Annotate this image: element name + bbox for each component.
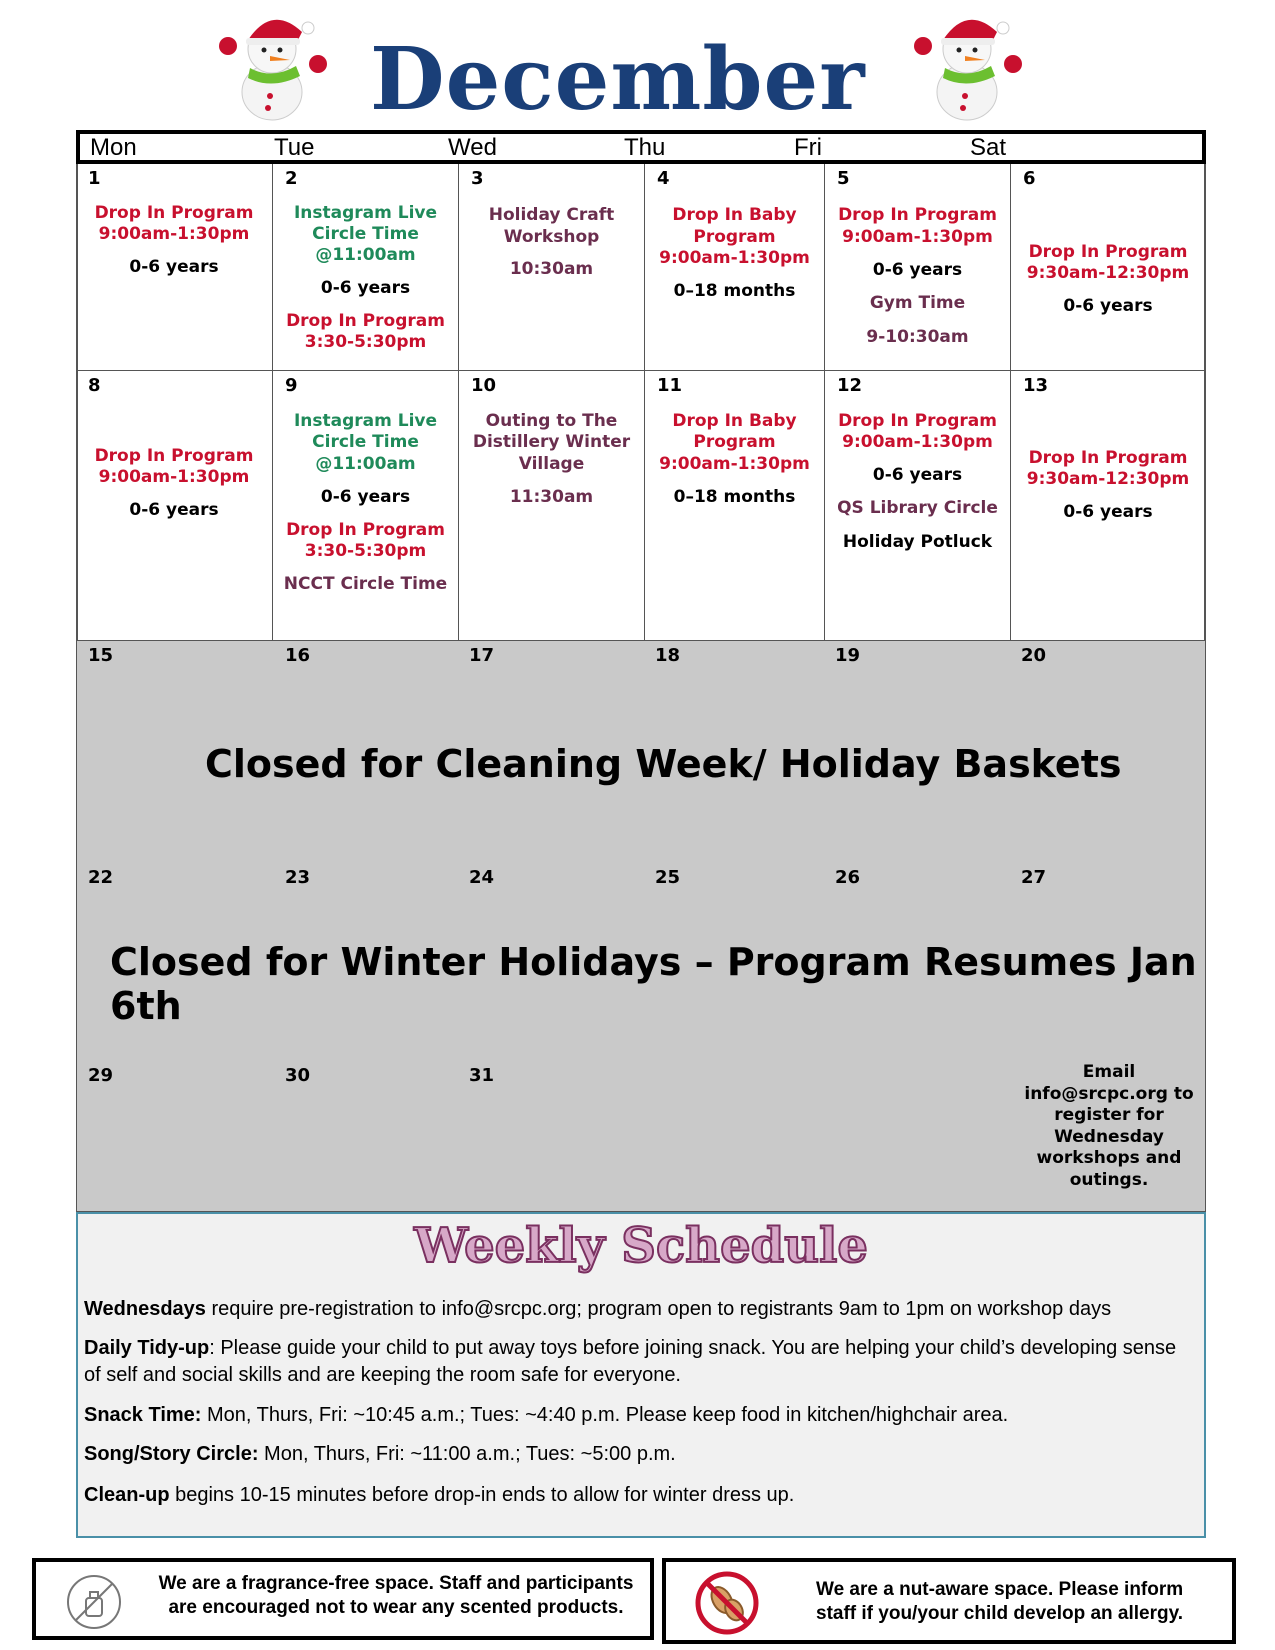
day-thu: Thu xyxy=(624,134,666,161)
date-17: 17 xyxy=(469,645,495,666)
date-20: 20 xyxy=(1021,645,1047,666)
date-27: 27 xyxy=(1021,867,1047,888)
nut-aware-notice: We are a nut-aware space. Please inform staff if you/your child develop an allergy. xyxy=(662,1558,1236,1644)
date-26: 26 xyxy=(835,867,861,888)
date-23: 23 xyxy=(285,867,311,888)
weekly-p2: Daily Tidy-up: Please guide your child to put away toys before joining snack. You are helping your child’s developing sense of self and social skills and are keeping the room safe for everyone. xyxy=(84,1337,1177,1386)
day-fri: Fri xyxy=(794,134,822,161)
cell-dec-1: 1 Drop In Program 9:00am-1:30pm 0-6 years xyxy=(76,164,273,371)
cell-dec-6: 6 Drop In Program 9:30am-12:30pm 0-6 years xyxy=(1011,164,1206,371)
date-30: 30 xyxy=(285,1065,311,1086)
weekly-p5: Clean-up begins 10-15 minutes before drop-in ends to allow for winter dress up. xyxy=(84,1484,795,1506)
no-nuts-icon xyxy=(694,1570,760,1636)
weekly-schedule-title: Weekly Schedule xyxy=(414,1218,868,1274)
cell-dec-11: 11 Drop In Baby Program 9:00am-1:30pm 0–18 months xyxy=(645,371,825,641)
cell-dec-4: 4 Drop In Baby Program 9:00am-1:30pm 0–18 months xyxy=(645,164,825,371)
closed-winter-holidays: Closed for Winter Holidays – Program Resumes Jan 6th xyxy=(110,940,1197,1028)
cell-dec-9: 9 Instagram Live Circle Time @11:00am 0-6 years Drop In Program 3:30-5:30pm NCCT Circle Time xyxy=(273,371,459,641)
page-title: December xyxy=(370,29,866,130)
cell-dec-12: 12 Drop In Program 9:00am-1:30pm 0-6 years QS Library Circle Holiday Potluck xyxy=(825,371,1011,641)
snowman-right-icon xyxy=(905,4,1035,124)
day-wed: Wed xyxy=(448,134,497,161)
date-16: 16 xyxy=(285,645,311,666)
weekly-p3: Snack Time: Mon, Thurs, Fri: ~10:45 a.m.; Tues: ~4:40 p.m. Please keep food in kitchen/highchair area. xyxy=(84,1404,1009,1426)
date-22: 22 xyxy=(88,867,114,888)
email-note: Email info@srcpc.org to register for Wednesday workshops and outings. xyxy=(1024,1062,1194,1190)
cell-dec-10: 10 Outing to The Distillery Winter Village 11:30am xyxy=(459,371,645,641)
weekly-p1: Wednesdays require pre-registration to info@srcpc.org; program open to registrants 9am to 1pm on workshop days xyxy=(84,1298,1112,1320)
closed-cleaning-week: Closed for Cleaning Week/ Holiday Baskets xyxy=(205,742,1122,786)
date-18: 18 xyxy=(655,645,681,666)
cell-dec-3: 3 Holiday Craft Workshop 10:30am xyxy=(459,164,645,371)
cell-dec-13: 13 Drop In Program 9:30am-12:30pm 0-6 years xyxy=(1011,371,1206,641)
date-15: 15 xyxy=(88,645,114,666)
date-31: 31 xyxy=(469,1065,495,1086)
date-24: 24 xyxy=(469,867,495,888)
weekday-header xyxy=(76,130,1206,164)
cell-dec-8: 8 Drop In Program 9:00am-1:30pm 0-6 years xyxy=(76,371,273,641)
fragrance-free-notice: We are a fragrance-free space. Staff and participants are encouraged not to wear any scented products. xyxy=(32,1558,654,1640)
cell-dec-2: 2 Instagram Live Circle Time @11:00am 0-6 years Drop In Program 3:30-5:30pm xyxy=(273,164,459,371)
date-29: 29 xyxy=(88,1065,114,1086)
day-tue: Tue xyxy=(274,134,315,161)
date-19: 19 xyxy=(835,645,861,666)
day-mon: Mon xyxy=(90,134,137,161)
no-fragrance-icon xyxy=(64,1572,124,1632)
date-25: 25 xyxy=(655,867,681,888)
snowman-left-icon xyxy=(210,4,340,124)
weekly-p4: Song/Story Circle: Mon, Thurs, Fri: ~11:00 a.m.; Tues: ~5:00 p.m. xyxy=(84,1443,676,1465)
cell-dec-5: 5 Drop In Program 9:00am-1:30pm 0-6 years Gym Time 9-10:30am xyxy=(825,164,1011,371)
day-sat: Sat xyxy=(970,134,1007,161)
